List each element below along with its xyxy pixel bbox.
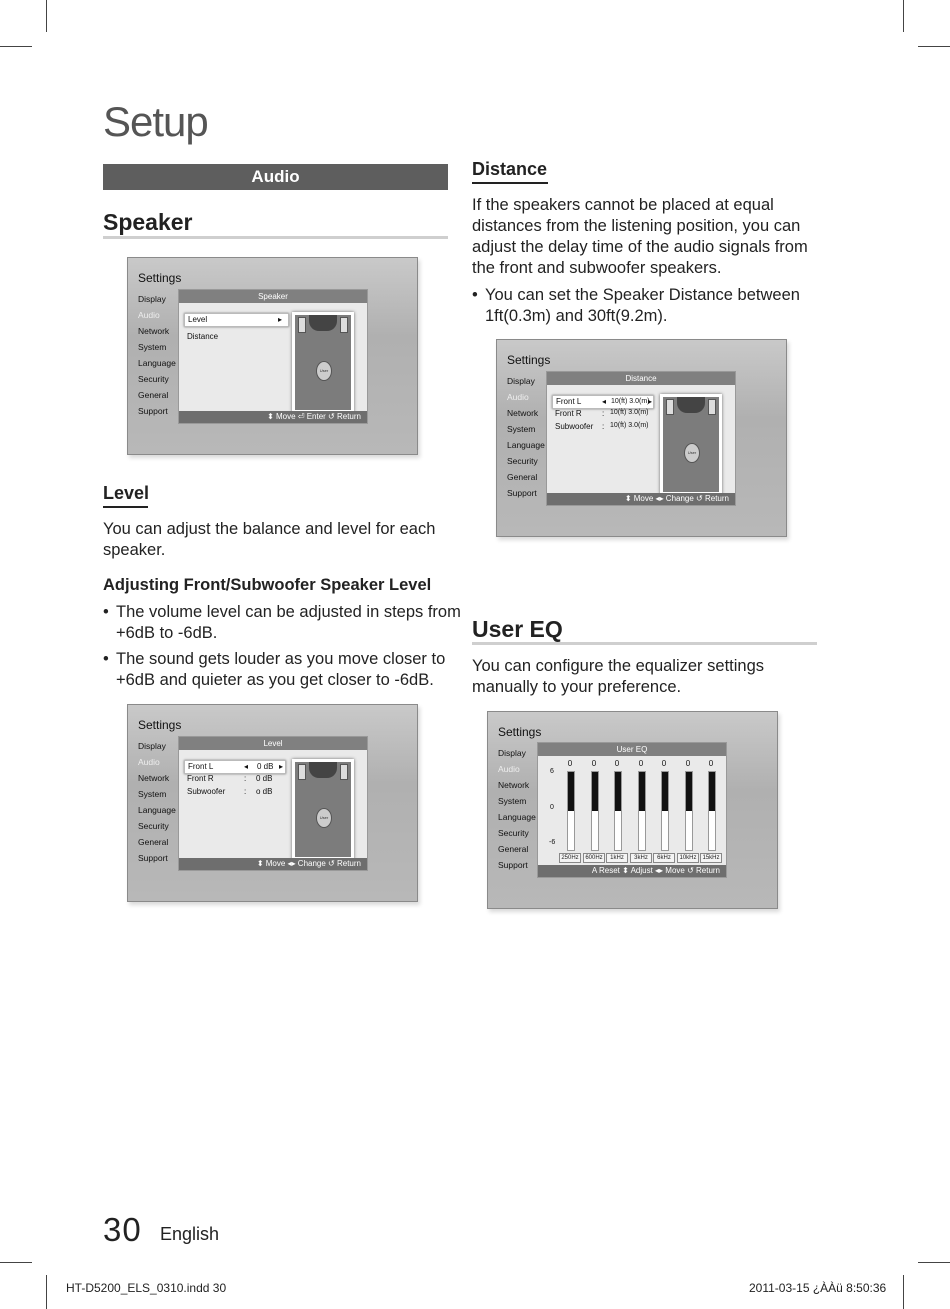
distance-screenshot: [496, 339, 787, 537]
row-subwoofer: [184, 787, 284, 799]
menu-item-security: Security: [138, 374, 169, 384]
row-arrow-right: ▸: [279, 762, 284, 771]
page-title: Setup: [103, 98, 208, 145]
eq-band-level: [568, 772, 574, 811]
speaker-layout-image: User: [292, 312, 354, 413]
menu-item-security: Security: [507, 456, 538, 466]
menu-item-network: Network: [498, 780, 530, 790]
speaker-layout-image: User: [292, 759, 354, 860]
dialog-footer: ⬍ Move ◂▸ Change ↺ Return: [547, 493, 735, 505]
menu-item-audio: Audio: [498, 764, 520, 774]
eq-band-frequency: 250Hz: [559, 853, 581, 863]
speaker-layout-image: User: [660, 394, 722, 495]
row-arrow-right: ▸: [648, 397, 653, 406]
row-value: 10(ft) 3.0(m): [610, 422, 649, 429]
print-slug-left: HT-D5200_ELS_0310.indd 30: [66, 1281, 227, 1295]
dialog-footer: A Reset ⬍ Adjust ◂▸ Move ↺ Return: [538, 865, 726, 877]
eq-band-slider[interactable]: [708, 771, 716, 851]
settings-header: Settings: [138, 271, 182, 285]
settings-header: Settings: [498, 725, 542, 739]
eq-band-frequency: 1kHz: [606, 853, 628, 863]
eq-band-value: 0: [708, 759, 714, 768]
eq-band-level: [639, 772, 645, 811]
menu-item-audio: Audio: [138, 757, 160, 767]
user-eq-screenshot: [487, 711, 778, 909]
menu-item-general: General: [498, 844, 529, 854]
eq-band-frequency: 10kHz: [677, 853, 699, 863]
row-separator: :: [244, 774, 247, 783]
settings-header: Settings: [507, 353, 551, 367]
dialog-title: Distance: [547, 372, 735, 385]
row-arrow-left: ◂: [244, 762, 249, 771]
user-eq-dialog: [537, 742, 727, 878]
section-bar: Audio: [103, 164, 448, 190]
eq-band-value: 0: [685, 759, 691, 768]
crop-mark: [46, 0, 47, 32]
crop-mark: [0, 46, 32, 47]
menu-item-support: Support: [138, 853, 168, 863]
eq-band-frequency: 6kHz: [653, 853, 675, 863]
row-label: Front L: [556, 397, 582, 406]
distance-bullet: • You can set the Speaker Distance between 1ft(0.3m) and 30ft(9.2m).: [472, 286, 800, 325]
menu-item-language: Language: [138, 358, 176, 368]
row-arrow-left: ◂: [602, 397, 607, 406]
menu-item-display: Display: [507, 376, 535, 386]
menu-item-security: Security: [138, 821, 169, 831]
menu-item-general: General: [138, 837, 169, 847]
user-eq-intro: You can configure the equalizer settings manually to your preference.: [472, 657, 765, 696]
distance-heading: Distance: [472, 159, 548, 179]
eq-band-slider[interactable]: [591, 771, 599, 851]
row-separator: :: [602, 409, 605, 418]
menu-item-network: Network: [138, 773, 170, 783]
menu-item-system: System: [498, 796, 527, 806]
dialog-footer: ⬍ Move ◂▸ Change ↺ Return: [179, 858, 367, 870]
eq-band-frequency: 600Hz: [583, 853, 605, 863]
row-label: Level: [188, 315, 208, 324]
bullet-text: You can set the Speaker Distance between 1ft(0.3m) and 30ft(9.2m).: [485, 286, 800, 325]
row-value: 10(ft) 3.0(m): [611, 398, 650, 405]
eq-band-slider[interactable]: [661, 771, 669, 851]
menu-item-system: System: [138, 342, 167, 352]
speaker-screenshot: [127, 257, 418, 455]
page-language: English: [160, 1224, 220, 1244]
menu-item-audio: Audio: [507, 392, 529, 402]
row-value: 10(ft) 3.0(m): [610, 409, 649, 416]
menu-item-support: Support: [138, 406, 168, 416]
menu-item-language: Language: [498, 812, 536, 822]
level-dialog: [178, 736, 368, 871]
page-number: 30: [103, 1211, 142, 1248]
row-value: 0 dB: [256, 774, 273, 783]
dialog-footer: ⬍ Move ⏎ Enter ↺ Return: [179, 411, 367, 423]
row-separator: :: [602, 422, 605, 431]
crop-mark: [918, 1262, 950, 1263]
eq-band-slider[interactable]: [567, 771, 575, 851]
row-label: Front R: [187, 774, 214, 783]
level-intro: You can adjust the balance and level for each speaker.: [103, 520, 436, 559]
row-label: Front L: [188, 762, 214, 771]
menu-item-general: General: [138, 390, 169, 400]
menu-item-general: General: [507, 472, 538, 482]
row-label: Subwoofer: [555, 422, 594, 431]
eq-band-value: 0: [638, 759, 644, 768]
eq-band-slider[interactable]: [638, 771, 646, 851]
eq-band-level: [709, 772, 715, 811]
row-value: o dB: [256, 787, 273, 796]
menu-item-security: Security: [498, 828, 529, 838]
menu-item-support: Support: [507, 488, 537, 498]
divider: [103, 236, 448, 239]
menu-item-network: Network: [138, 326, 170, 336]
level-heading: Level: [103, 483, 150, 503]
dialog-title: Level: [179, 737, 367, 750]
dialog-title: User EQ: [538, 743, 726, 756]
row-distance: Distance: [187, 332, 219, 341]
crop-mark: [0, 1262, 32, 1263]
row-separator: :: [244, 787, 247, 796]
eq-band-frequency: 15kHz: [700, 853, 722, 863]
eq-band-level: [615, 772, 621, 811]
eq-band-value: 0: [661, 759, 667, 768]
crop-mark: [918, 46, 950, 47]
print-slug-right: 2011-03-15 ¿ÀÀü 8:50:36: [749, 1281, 887, 1295]
eq-band-value: 0: [614, 759, 620, 768]
row-value: 0 dB: [257, 762, 274, 771]
bullet-text: The volume level can be adjusted in steps from +6dB to -6dB.: [116, 603, 461, 642]
eq-scale-mid: 0: [550, 804, 554, 811]
menu-item-language: Language: [507, 440, 545, 450]
dialog-title: Speaker: [179, 290, 367, 303]
crop-mark: [46, 1275, 47, 1309]
menu-item-audio: Audio: [138, 310, 160, 320]
settings-header: Settings: [138, 718, 182, 732]
level-screenshot: [127, 704, 418, 902]
bullet-text: The sound gets louder as you move closer to +6dB and quieter as you get closer to -6dB.: [116, 650, 446, 689]
speaker-heading: Speaker: [103, 209, 193, 235]
row-front-r: [184, 774, 284, 786]
menu-item-system: System: [138, 789, 167, 799]
eq-band-level: [662, 772, 668, 811]
distance-dialog: [546, 371, 736, 506]
row-subwoofer: [552, 422, 652, 434]
eq-band-slider[interactable]: [685, 771, 693, 851]
speaker-dialog: [178, 289, 368, 424]
crop-mark: [903, 1275, 904, 1309]
crop-mark: [903, 0, 904, 32]
row-front-r: [552, 409, 652, 421]
distance-intro: If the speakers cannot be placed at equal distances from the listening position, you can adjust the delay time of the audio signals from the front and subwoofer speakers.: [472, 196, 808, 277]
menu-item-system: System: [507, 424, 536, 434]
level-bullet: • The volume level can be adjusted in steps from +6dB to -6dB.: [103, 603, 461, 642]
menu-item-network: Network: [507, 408, 539, 418]
eq-scale-top: 6: [550, 768, 554, 775]
row-label: Subwoofer: [187, 787, 226, 796]
eq-band-slider[interactable]: [614, 771, 622, 851]
menu-item-display: Display: [138, 741, 166, 751]
row-front-l: [184, 760, 286, 774]
eq-band-level: [686, 772, 692, 811]
eq-band-value: 0: [591, 759, 597, 768]
menu-item-support: Support: [498, 860, 528, 870]
row-level: Level ▸: [184, 313, 289, 327]
level-bullet: • The sound gets louder as you move closer to +6dB and quieter as you get closer to -6dB.: [103, 650, 446, 689]
eq-band-frequency: 3kHz: [630, 853, 652, 863]
menu-item-display: Display: [138, 294, 166, 304]
eq-band-value: 0: [567, 759, 573, 768]
user-eq-heading: User EQ: [472, 616, 563, 642]
divider: [472, 642, 817, 645]
row-front-l: [552, 395, 654, 409]
level-subheading: Adjusting Front/Subwoofer Speaker Level: [103, 576, 432, 594]
level-heading-underline: [103, 506, 148, 508]
eq-scale-bottom: -6: [549, 839, 556, 846]
row-label: Front R: [555, 409, 582, 418]
eq-band-level: [592, 772, 598, 811]
distance-heading-underline: [472, 182, 548, 184]
menu-item-language: Language: [138, 805, 176, 815]
menu-item-display: Display: [498, 748, 526, 758]
